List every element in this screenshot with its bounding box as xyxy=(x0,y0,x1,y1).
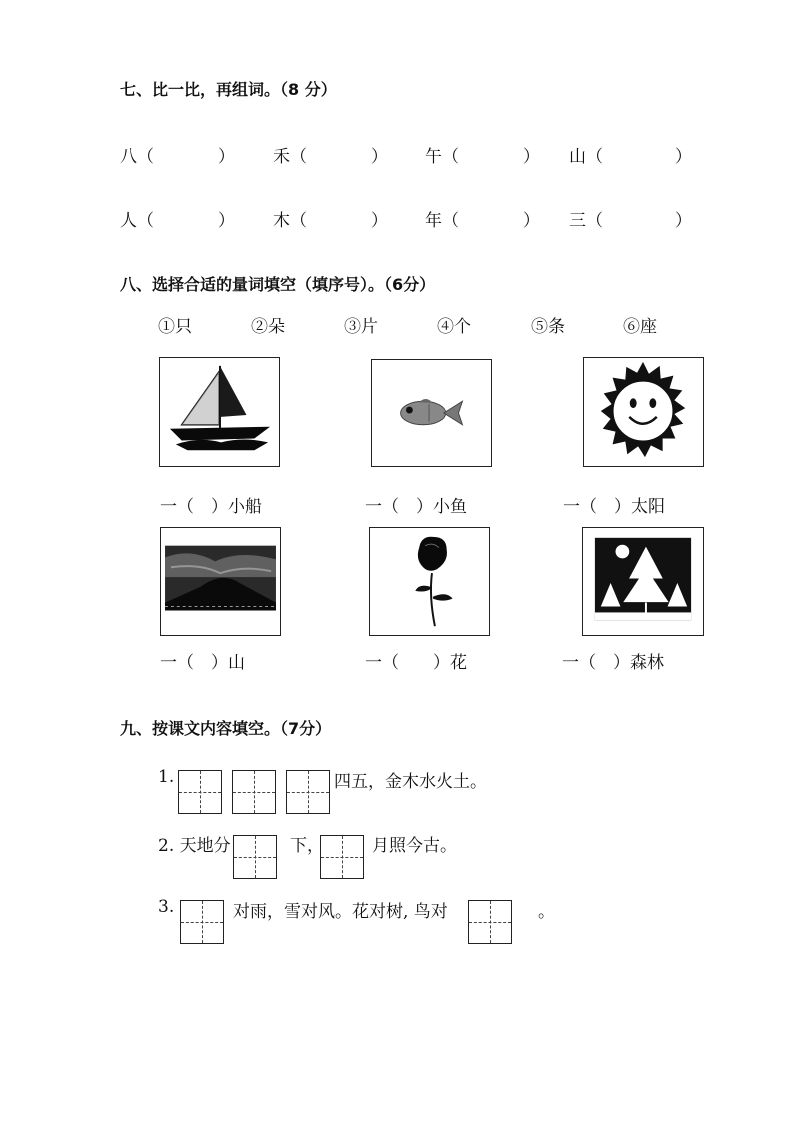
option-label: ④个 xyxy=(437,317,471,337)
section-9-title: 九、按课文内容填空。（7分） xyxy=(120,719,332,738)
char-item: 八（ ） xyxy=(120,147,235,167)
writing-grid-box[interactable] xyxy=(233,835,277,879)
line-2-text-b: 下， xyxy=(290,836,324,856)
char-item: 午（ ） xyxy=(425,147,540,167)
section-7-title: 七、比一比，再组词。（8 分） xyxy=(120,80,337,99)
writing-grid-box[interactable] xyxy=(180,900,224,944)
char-item: 山（ ） xyxy=(569,147,692,167)
option-label: ⑤条 xyxy=(531,317,565,337)
line-1-text: 四五，金木水火土。 xyxy=(334,772,487,792)
char-item: 人（ ） xyxy=(120,211,235,231)
option-label: ③片 xyxy=(344,317,378,337)
writing-grid-box[interactable] xyxy=(232,770,276,814)
caption-boat: 一（ ）小船 xyxy=(160,497,262,517)
caption-fish: 一（ ）小鱼 xyxy=(365,497,467,517)
caption-flower: 一（ ）花 xyxy=(365,653,467,673)
writing-grid-box[interactable] xyxy=(286,770,330,814)
writing-grid-box[interactable] xyxy=(178,770,222,814)
fish-picture xyxy=(371,359,492,467)
option-label: ①只 xyxy=(158,317,192,337)
rose-picture xyxy=(369,527,490,636)
line-3-end: 。 xyxy=(538,902,555,922)
line-2-text-c: 月照今古。 xyxy=(372,836,457,856)
section-8-title: 八、选择合适的量词填空（填序号）。（6分） xyxy=(120,275,436,294)
char-item: 年（ ） xyxy=(425,211,540,231)
option-label: ②朵 xyxy=(251,317,285,337)
line-3-text: 对雨，雪对风。花对树, 鸟对 xyxy=(233,902,448,922)
line-2-text-a: 2. 天地分 xyxy=(158,836,231,856)
caption-forest: 一（ ）森林 xyxy=(562,653,664,673)
writing-grid-box[interactable] xyxy=(468,900,512,944)
mountain-picture xyxy=(160,527,281,636)
forest-picture xyxy=(582,527,704,636)
caption-mountain: 一（ ）山 xyxy=(160,653,245,673)
char-item: 禾（ ） xyxy=(273,147,388,167)
option-label: ⑥座 xyxy=(623,317,657,337)
writing-grid-box[interactable] xyxy=(320,835,364,879)
caption-sun: 一（ ）太阳 xyxy=(563,497,665,517)
line-3-number: 3. xyxy=(158,897,175,917)
sun-picture xyxy=(583,357,704,467)
line-1-number: 1. xyxy=(158,767,175,787)
boat-picture xyxy=(159,357,280,467)
char-item: 三（ ） xyxy=(569,211,692,231)
char-item: 木（ ） xyxy=(273,211,388,231)
